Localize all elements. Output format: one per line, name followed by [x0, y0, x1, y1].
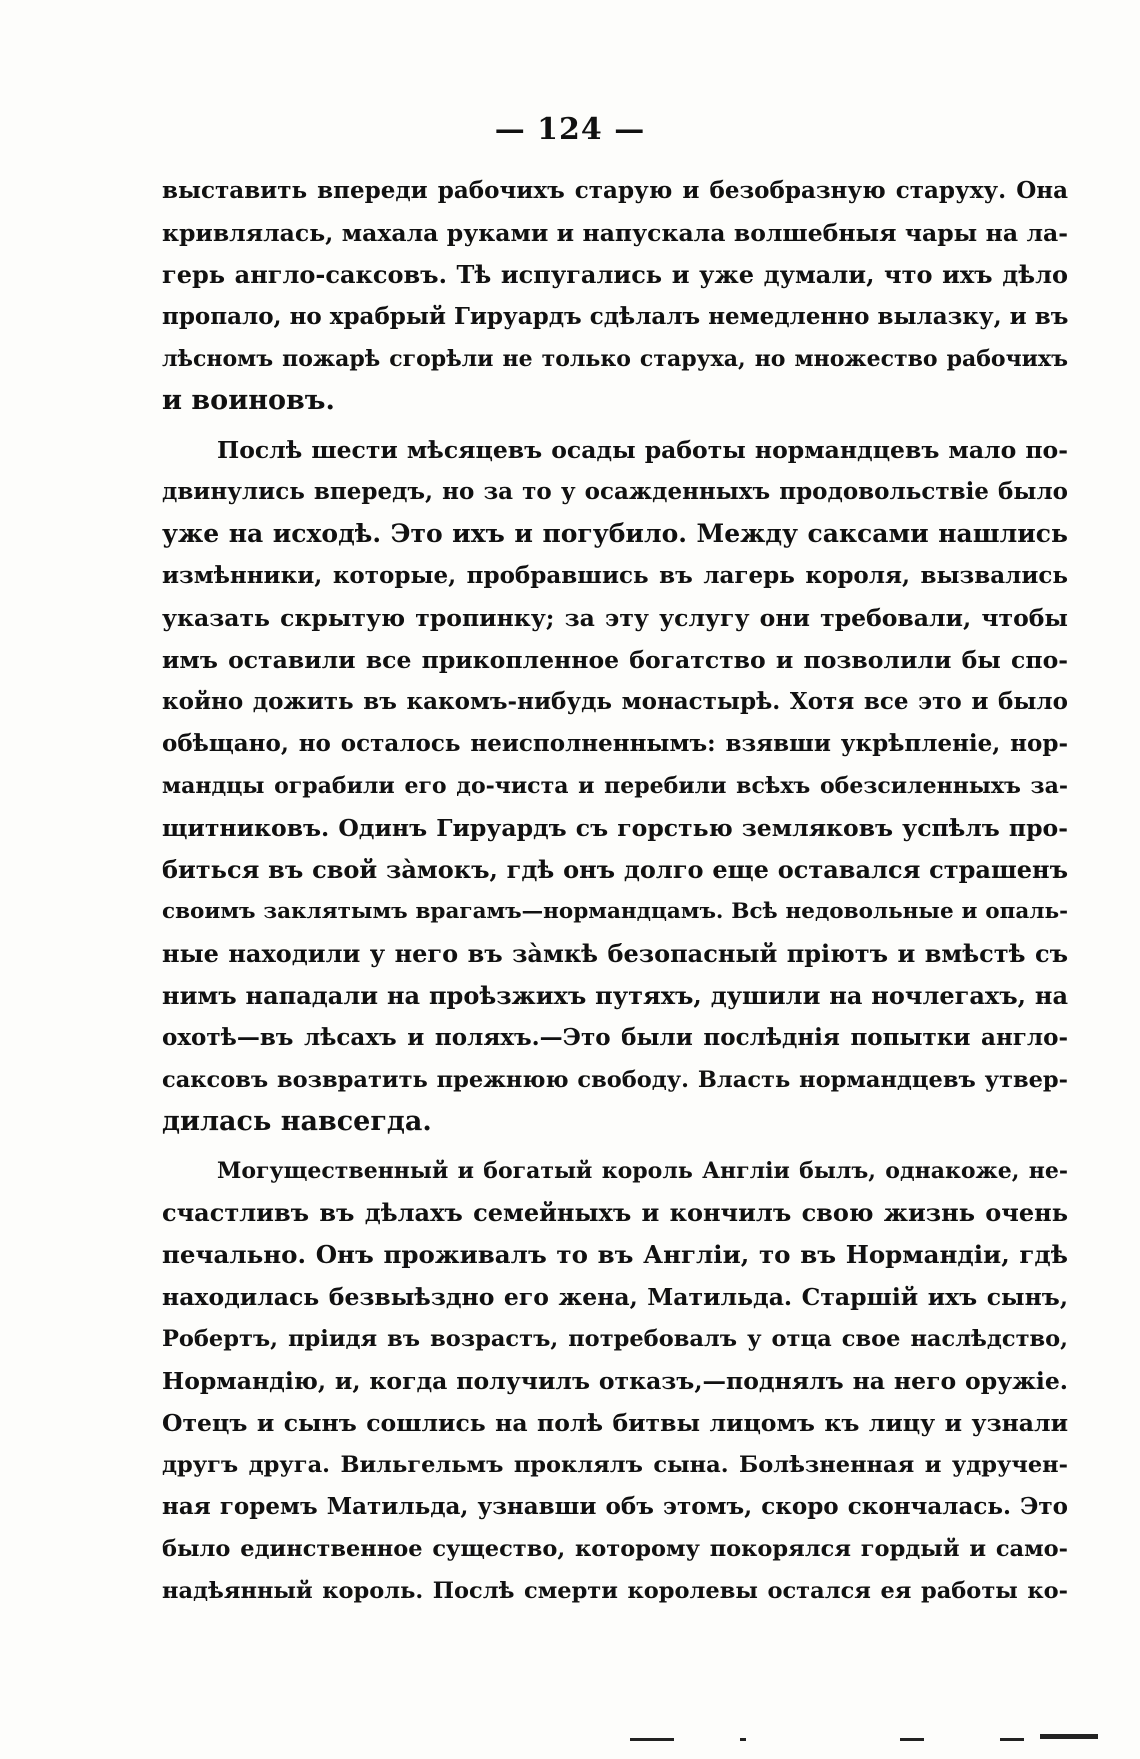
text-line: Робертъ, пріидя въ возрастъ, потребовалъ у отца свое наслѣдство, [162, 1326, 1068, 1352]
text-line: надѣянный король. Послѣ смерти королевы остался ея работы ко- [162, 1578, 1068, 1604]
scan-artifact [740, 1738, 746, 1741]
page-number: — 124 — [494, 112, 646, 147]
text-line: ные находили у него въ зàмкѣ безопасный пріютъ и вмѣстѣ съ [162, 939, 1068, 968]
text-line: Отецъ и сынъ сошлись на полѣ битвы лицомъ къ лицу и узнали [162, 1409, 1068, 1437]
text-line: лѣсномъ пожарѣ сгорѣли не только старуха, но множество рабочихъ [162, 346, 1068, 372]
text-line: герь англо-саксовъ. Тѣ испугались и уже думали, что ихъ дѣло [162, 260, 1068, 289]
text-line: пропало, но храбрый Гируардъ сдѣлалъ немедленно вылазку, и въ [162, 303, 1069, 330]
text-line: Послѣ шести мѣсяцевъ осады работы нормандцевъ мало по- [217, 436, 1068, 464]
text-line: мандцы ограбили его до-чиста и перебили всѣхъ обезсиленныхъ за- [162, 773, 1068, 799]
text-line: Могущественный и богатый король Англіи былъ, однакоже, не- [217, 1158, 1068, 1184]
paragraph-gap [162, 422, 1068, 429]
text-line: имъ оставили все прикопленное богатство и позволили бы спо- [162, 646, 1068, 674]
text-line: ная горемъ Матильда, узнавши объ этомъ, скоро скончалась. Это [162, 1493, 1068, 1520]
text-line: измѣнники, которые, пробравшись въ лагерь короля, вызвались [162, 562, 1068, 589]
scan-artifact [630, 1738, 674, 1741]
text-line: выставить впереди рабочихъ старую и безобразную старуху. Она [162, 177, 1068, 204]
text-line: саксовъ возвратить прежнюю свободу. Власть нормандцевъ утвер- [162, 1067, 1068, 1093]
text-line: биться въ свой зàмокъ, гдѣ онъ долго еще оставался страшенъ [162, 855, 1068, 884]
scan-artifact [900, 1738, 924, 1741]
paragraph-1 [162, 170, 1068, 422]
text-line: своимъ заклятымъ врагамъ—нормандцамъ. Всѣ недовольные и опаль- [162, 899, 1068, 924]
text-line: указать скрытую тропинку; за эту услугу они требовали, чтобы [162, 604, 1068, 632]
text-line: и воиновъ. [162, 385, 335, 416]
text-line: другъ друга. Вильгельмъ проклялъ сына. Болѣзненная и удручен- [162, 1452, 1068, 1478]
text-line: нимъ нападали на проѣзжихъ путяхъ, душили на ночлегахъ, на [162, 981, 1068, 1010]
text-line: кривлялась, махала руками и напускала волшебныя чары на ла- [162, 219, 1068, 247]
text-line: уже на исходѣ. Это ихъ и погубило. Между саксами нашлись [162, 519, 1068, 548]
scan-artifact [1040, 1734, 1098, 1739]
paragraph-2 [162, 429, 1068, 1143]
paragraph-gap [162, 1143, 1068, 1150]
body-text [162, 170, 1068, 1612]
text-line: койно дожить въ какомъ-нибудь монастырѣ. Хотя все это и было [162, 688, 1068, 715]
text-line: Нормандію, и, когда получилъ отказъ,—поднялъ на него оружіе. [162, 1367, 1068, 1395]
text-line: щитниковъ. Одинъ Гируардъ съ горстью земляковъ успѣлъ про- [162, 814, 1068, 842]
text-line: дилась навсегда. [162, 1106, 432, 1137]
paragraph-3 [162, 1150, 1068, 1612]
text-line: было единственное существо, которому покорялся гордый и само- [162, 1536, 1068, 1562]
text-line: двинулись впередъ, но за то у осажденныхъ продовольствіе было [162, 478, 1068, 505]
text-line: печально. Онъ проживалъ то въ Англіи, то въ Нормандіи, гдѣ [162, 1240, 1068, 1269]
text-line: счастливъ въ дѣлахъ семейныхъ и кончилъ свою жизнь очень [162, 1198, 1068, 1227]
text-line: охотѣ—въ лѣсахъ и поляхъ.—Это были послѣднія попытки англо- [162, 1024, 1068, 1051]
scan-artifact [1000, 1738, 1024, 1741]
text-line: находилась безвыѣздно его жена, Матильда. Старшій ихъ сынъ, [162, 1283, 1068, 1311]
text-line: обѣщано, но осталось неисполненнымъ: взявши укрѣпленіе, нор- [162, 730, 1068, 757]
